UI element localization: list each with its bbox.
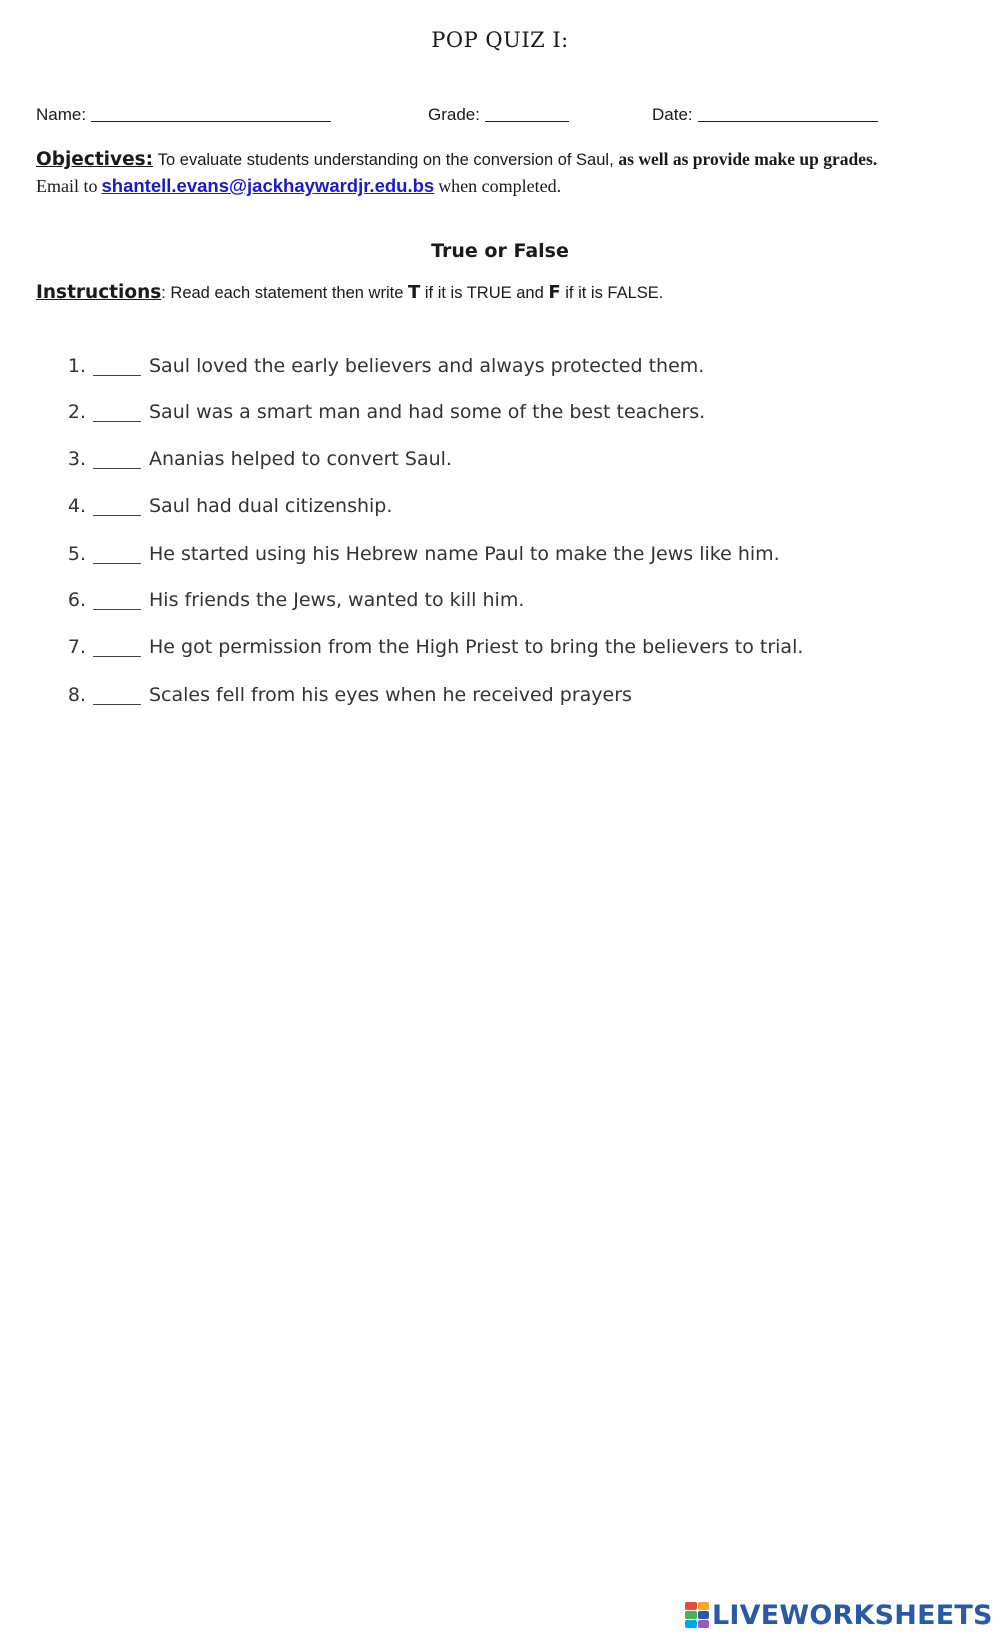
grade-input[interactable]	[485, 105, 569, 122]
question-item	[0, 589, 1000, 619]
objectives-block	[36, 146, 966, 199]
answer-blank[interactable]	[93, 375, 141, 376]
quiz-title: POP QUIZ I:	[431, 28, 569, 52]
false-letter: F	[548, 282, 561, 303]
question-item	[0, 448, 1000, 478]
answer-blank[interactable]	[93, 468, 141, 469]
question-item	[0, 636, 1000, 666]
liveworksheets-brand[interactable]	[685, 1598, 993, 1632]
instructions-text-1: : Read each statement then write	[161, 284, 404, 302]
question-number: 8.	[67, 684, 86, 706]
question-text: He started using his Hebrew name Paul to make the Jews like him.	[149, 543, 780, 565]
question-item	[0, 543, 1000, 573]
objectives-text: To evaluate students understanding on the conversion of Saul,	[157, 151, 614, 169]
answer-blank[interactable]	[93, 656, 141, 657]
answer-blank[interactable]	[93, 704, 141, 705]
email-prefix: Email to	[36, 176, 98, 196]
question-number: 3.	[67, 448, 86, 470]
email-line	[36, 173, 966, 199]
date-input[interactable]	[698, 105, 878, 122]
brand-name: LIVEWORKSHEETS	[712, 1599, 993, 1631]
instructions-text-2: if it is TRUE and	[424, 284, 544, 302]
name-input[interactable]	[91, 105, 331, 122]
objectives-line	[36, 146, 966, 173]
question-number: 7.	[67, 636, 86, 658]
question-number: 5.	[67, 543, 86, 565]
date-field	[652, 105, 878, 125]
question-number: 2.	[67, 401, 86, 423]
email-link[interactable]: shantell.evans@jackhaywardjr.edu.bs	[101, 175, 435, 196]
question-item	[0, 684, 1000, 714]
answer-blank[interactable]	[93, 563, 141, 564]
objectives-label: Objectives:	[36, 149, 154, 170]
grade-label: Grade:	[428, 105, 480, 124]
instructions-label: Instructions	[36, 282, 162, 303]
question-number: 4.	[67, 495, 86, 517]
question-item	[0, 355, 1000, 385]
true-letter: T	[407, 282, 421, 303]
question-number: 6.	[67, 589, 86, 611]
question-number: 1.	[67, 355, 86, 377]
instructions	[36, 282, 966, 303]
grade-field	[428, 105, 569, 125]
name-label: Name:	[36, 105, 87, 124]
answer-blank[interactable]	[93, 515, 141, 516]
email-suffix: when completed.	[438, 176, 562, 196]
question-text: Saul had dual citizenship.	[149, 495, 393, 517]
question-text: He got permission from the High Priest to bring the believers to trial.	[149, 636, 804, 658]
question-text: His friends the Jews, wanted to kill him.	[149, 589, 525, 611]
question-item	[0, 401, 1000, 431]
instructions-text-3: if it is FALSE.	[565, 284, 664, 302]
section-title: True or False	[431, 240, 569, 262]
name-field	[36, 105, 331, 125]
question-text: Scales fell from his eyes when he received prayers	[149, 684, 632, 706]
objectives-bold-text: as well as provide make up grades.	[618, 149, 878, 169]
question-item	[0, 495, 1000, 525]
liveworksheets-logo-icon	[685, 1602, 709, 1628]
answer-blank[interactable]	[93, 421, 141, 422]
answer-blank[interactable]	[93, 609, 141, 610]
question-text: Saul was a smart man and had some of the best teachers.	[149, 401, 706, 423]
question-text: Saul loved the early believers and always protected them.	[149, 355, 705, 377]
date-label: Date:	[652, 105, 693, 124]
question-text: Ananias helped to convert Saul.	[149, 448, 452, 470]
